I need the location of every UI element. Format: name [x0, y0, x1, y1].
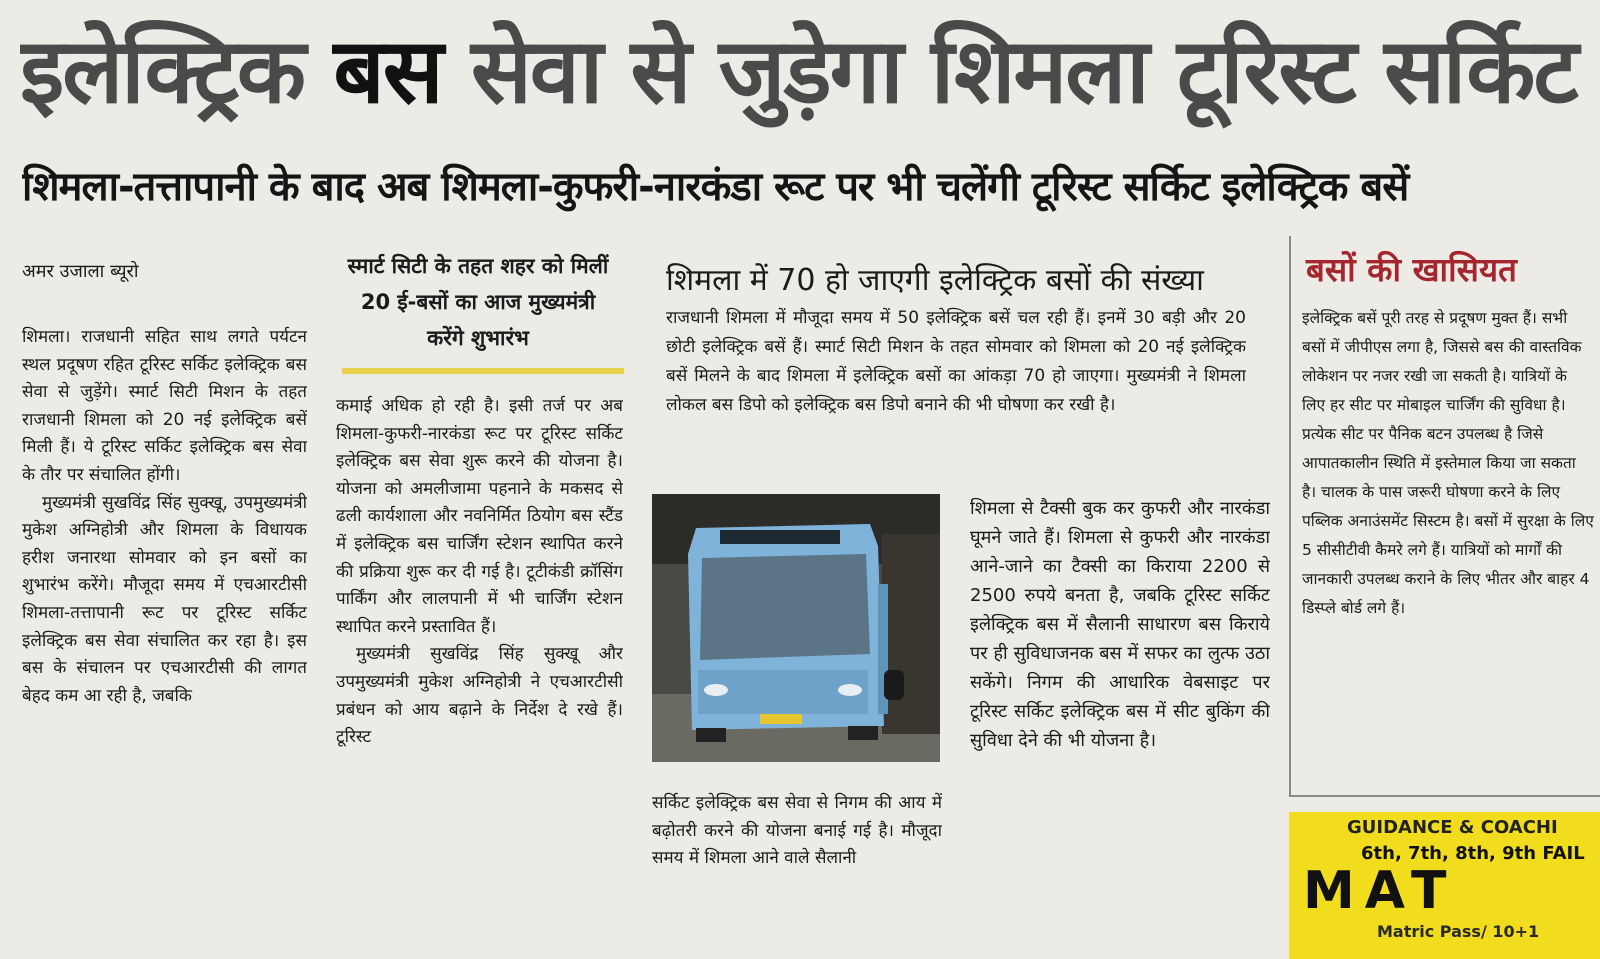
ad-line-4: Matric Pass/ 10+1	[1377, 922, 1540, 941]
sub-headline: शिमला-तत्तापानी के बाद अब शिमला-कुफरी-नारकंडा रूट पर भी चलेंगी टूरिस्ट सर्किट इलेक्ट्रिक बसें	[22, 164, 1409, 210]
main-headline	[20, 12, 1600, 132]
column1-para-1: शिमला। राजधानी सहित साथ लगते पर्यटन स्थल प्रदूषण रहित टूरिस्ट सर्किट इलेक्ट्रिक बस सेवा से जुड़ेंगे। स्मार्ट सिटी मिशन के तहत राजधानी शिमला को 20 नई इलेक्ट्रिक बसें मिली हैं। ये टूरिस्ट सर्किट इलेक्ट्रिक बस सेवा के तौर पर संचालित होंगी।	[22, 327, 307, 485]
box-border-horizontal	[1289, 795, 1600, 797]
divider	[342, 368, 624, 374]
sidebar-headline: स्मार्ट सिटी के तहत शहर को मिलीं 20 ई-बसों का आज मुख्यमंत्री करेंगे शुभारंभ	[347, 254, 609, 350]
bus-photo	[652, 494, 940, 762]
box-border-vertical	[1289, 236, 1291, 796]
column1-para-2: मुख्यमंत्री सुखविंद्र सिंह सुक्खू, उपमुख्यमंत्री मुकेश अग्निहोत्री और शिमला के विधायक हरीश जनारथा सोमवार को इन बसों का शुभारंभ करेंगे। मौजूदा समय में एचआरटीसी शिमला-तत्तापानी रूट पर टूरिस्ट सर्किट इलेक्ट्रिक बस सेवा संचालित कर रहा है। इस बस के संचालन पर एचआरटीसी की लागत बेहद कम आ रही है, जबकि	[22, 492, 307, 706]
box-headline: शिमला में 70 हो जाएगी इलेक्ट्रिक बसों की संख्या	[666, 263, 1204, 298]
bus-illustration	[652, 494, 940, 762]
ad-line-2: 6th, 7th, 8th, 9th FAIL	[1361, 843, 1585, 864]
byline: अमर उजाला ब्यूरो	[22, 261, 139, 282]
features-headline: बसों की खासियत	[1306, 250, 1517, 289]
headline-part-2: बस	[333, 19, 442, 124]
article-column-4: शिमला से टैक्सी बुक कर कुफरी और नारकंडा घूमने जाते हैं। शिमला से कुफरी और नारकंडा आने-जाने का टैक्सी का किराया 2200 से 2500 रुपये बनता है, जबकि टूरिस्ट सर्किट इलेक्ट्रिक बस में सैलानी साधारण बस किराये पर ही सुविधाजनक बस में सफर का लुत्फ उठा सकेंगे। निगम की आधारिक वेबसाइट पर टूरिस्ट सर्किट इलेक्ट्रिक बस में सीट बुकिंग की सुविधा देने की भी योजना है।	[970, 498, 1270, 751]
ad-line-1: GUIDANCE & COACHI	[1347, 817, 1558, 838]
article-column-2	[336, 393, 623, 933]
features-text: इलेक्ट्रिक बसें पूरी तरह से प्रदूषण मुक्त हैं। सभी बसों में जीपीएस लगा है, जिससे बस की वास्तविक लोकेशन पर नजर रखी जा सकती है। यात्रियों के लिए हर सीट पर मोबाइल चार्जिंग की सुविधा है। प्रत्येक सीट पर पैनिक बटन उपलब्ध है जिसे आपातकालीन स्थिति में इस्तेमाल किया जा सकता है। चालक के पास जरूरी घोषणा करने के लिए पब्लिक अनाउंसमेंट सिस्टम है। बसों में सुरक्षा के लिए 5 सीसीटीवी कैमरे लगे हैं। यात्रियों को मार्गों की जानकारी उपलब्ध कराने के लिए भीतर और बाहर 4 डिस्प्ले बोर्ड लगे हैं।	[1302, 309, 1594, 617]
article-column-1	[22, 324, 307, 924]
advertisement	[1289, 812, 1600, 959]
headline-part-1: इलेक्ट्रिक	[20, 19, 334, 124]
article-column-3: सर्किट इलेक्ट्रिक बस सेवा से निगम की आय में बढ़ोतरी करने की योजना बनाई गई है। मौजूदा समय में शिमला आने वाले सैलानी	[652, 793, 942, 869]
ad-logo-text: MAT	[1303, 861, 1457, 921]
headline-part-3: सेवा से जुड़ेगा शिमला टूरिस्ट सर्किट	[441, 19, 1577, 124]
column2-para-2: मुख्यमंत्री सुखविंद्र सिंह सुक्खू और उपमुख्यमंत्री मुकेश अग्निहोत्री ने एचआरटीसी प्रबंधन को आय बढ़ाने के निर्देश दे रखे हैं। टूरिस्ट	[336, 644, 623, 748]
column2-para-1: कमाई अधिक हो रही है। इसी तर्ज पर अब शिमला-कुफरी-नारकंडा रूट पर टूरिस्ट सर्किट इलेक्ट्रिक बस सेवा शुरू करने की योजना है। योजना को अमलीजामा पहनाने के मकसद से ढली कार्यशाला और नवनिर्मित ठियोग बस स्टैंड में इलेक्ट्रिक बस चार्जिंग स्टेशन स्थापित करने की प्रक्रिया शुरू कर दी गई है। टूटीकंडी क्रॉसिंग पार्किंग और लालपानी में भी चार्जिंग स्टेशन स्थापित करने प्रस्तावित हैं।	[336, 396, 623, 637]
box-text: राजधानी शिमला में मौजूदा समय में 50 इलेक्ट्रिक बसें चल रही हैं। इनमें 30 बड़ी और 20 छोटी इलेक्ट्रिक बसें हैं। स्मार्ट सिटी मिशन के तहत सोमवार को शिमला को 20 नई इलेक्ट्रिक बसें मिलने के बाद शिमला में इलेक्ट्रिक बसों का आंकड़ा 70 हो जाएगा। मुख्यमंत्री ने शिमला लोकल बस डिपो को इलेक्ट्रिक बस डिपो बनाने की भी घोषणा कर रखी है।	[666, 308, 1246, 415]
